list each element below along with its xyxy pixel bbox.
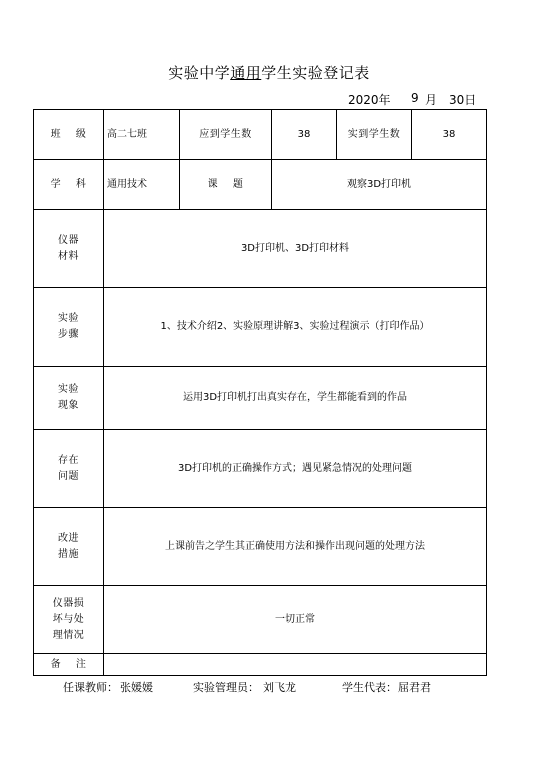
expected-count-label: 应到学生数 (180, 110, 272, 160)
topic-value: 观察3D打印机 (272, 160, 487, 210)
actual-count-label: 实到学生数 (337, 110, 412, 160)
section-label-line: 仪器损 (52, 597, 85, 609)
table-row (34, 210, 487, 288)
section-label-line: 坏与处 (52, 613, 85, 625)
section-label-line: 改进 (58, 532, 79, 544)
remarks-value (104, 654, 487, 676)
title-underlined: 通用 (230, 64, 262, 82)
signature-footer (0, 679, 538, 695)
table-row (34, 160, 487, 210)
section-content: 运用3D打印机打出真实存在，学生都能看到的作品 (104, 367, 487, 430)
topic-label: 课 题 (180, 160, 272, 210)
title-suffix: 学生实验登记表 (261, 64, 370, 82)
table-row (34, 288, 487, 367)
section-label-line: 理情况 (52, 629, 85, 641)
class-label: 班 级 (34, 110, 104, 160)
table-row (34, 430, 487, 508)
date-year: 2020年 (348, 93, 391, 107)
section-content: 上课前告之学生其正确使用方法和操作出现问题的处理方法 (104, 508, 487, 586)
date-month-unit: 月 (425, 93, 438, 107)
admin-name: 刘飞龙 (263, 681, 296, 694)
subject-label: 学 科 (34, 160, 104, 210)
expected-count-value: 38 (272, 110, 337, 160)
student-label: 学生代表： (342, 681, 397, 694)
table-row (34, 586, 487, 654)
section-label-line: 仪器 (58, 234, 79, 246)
table-row (34, 110, 487, 160)
actual-count-value: 38 (412, 110, 487, 160)
table-row (34, 367, 487, 430)
form-title (0, 62, 538, 83)
section-content: 一切正常 (104, 586, 487, 654)
student-name: 屈君君 (398, 681, 431, 694)
teacher-label: 任课教师： (63, 681, 118, 694)
date-day: 30日 (449, 93, 477, 107)
section-content: 3D打印机的正确操作方式；遇见紧急情况的处理问题 (104, 430, 487, 508)
section-label-line: 现象 (58, 400, 79, 411)
section-label-line: 步骤 (58, 329, 79, 340)
section-content: 1、技术介绍2、实验原理讲解3、实验过程演示（打印作品） (104, 288, 487, 367)
remarks-label: 备 注 (34, 654, 104, 676)
section-label-line: 实验 (58, 313, 79, 324)
admin-label: 实验管理员： (193, 681, 259, 694)
section-label-line: 材料 (58, 250, 79, 262)
registration-table (33, 109, 487, 676)
section-label-line: 问题 (58, 470, 79, 482)
section-label (34, 430, 104, 508)
date-month: 9 (411, 91, 419, 105)
teacher-name: 张媛媛 (120, 681, 153, 694)
section-label (34, 586, 104, 654)
class-value: 高二七班 (104, 110, 180, 160)
section-label-line: 实验 (58, 384, 79, 395)
section-label-line: 措施 (58, 548, 79, 560)
table-row (34, 508, 487, 586)
section-content: 3D打印机、3D打印材料 (104, 210, 487, 288)
section-label-line: 存在 (58, 454, 79, 466)
subject-value: 通用技术 (104, 160, 180, 210)
table-row (34, 654, 487, 676)
section-label (34, 367, 104, 430)
title-prefix: 实验中学 (168, 64, 231, 82)
section-label (34, 288, 104, 367)
section-label (34, 508, 104, 586)
section-label (34, 210, 104, 288)
date-line (0, 91, 538, 109)
